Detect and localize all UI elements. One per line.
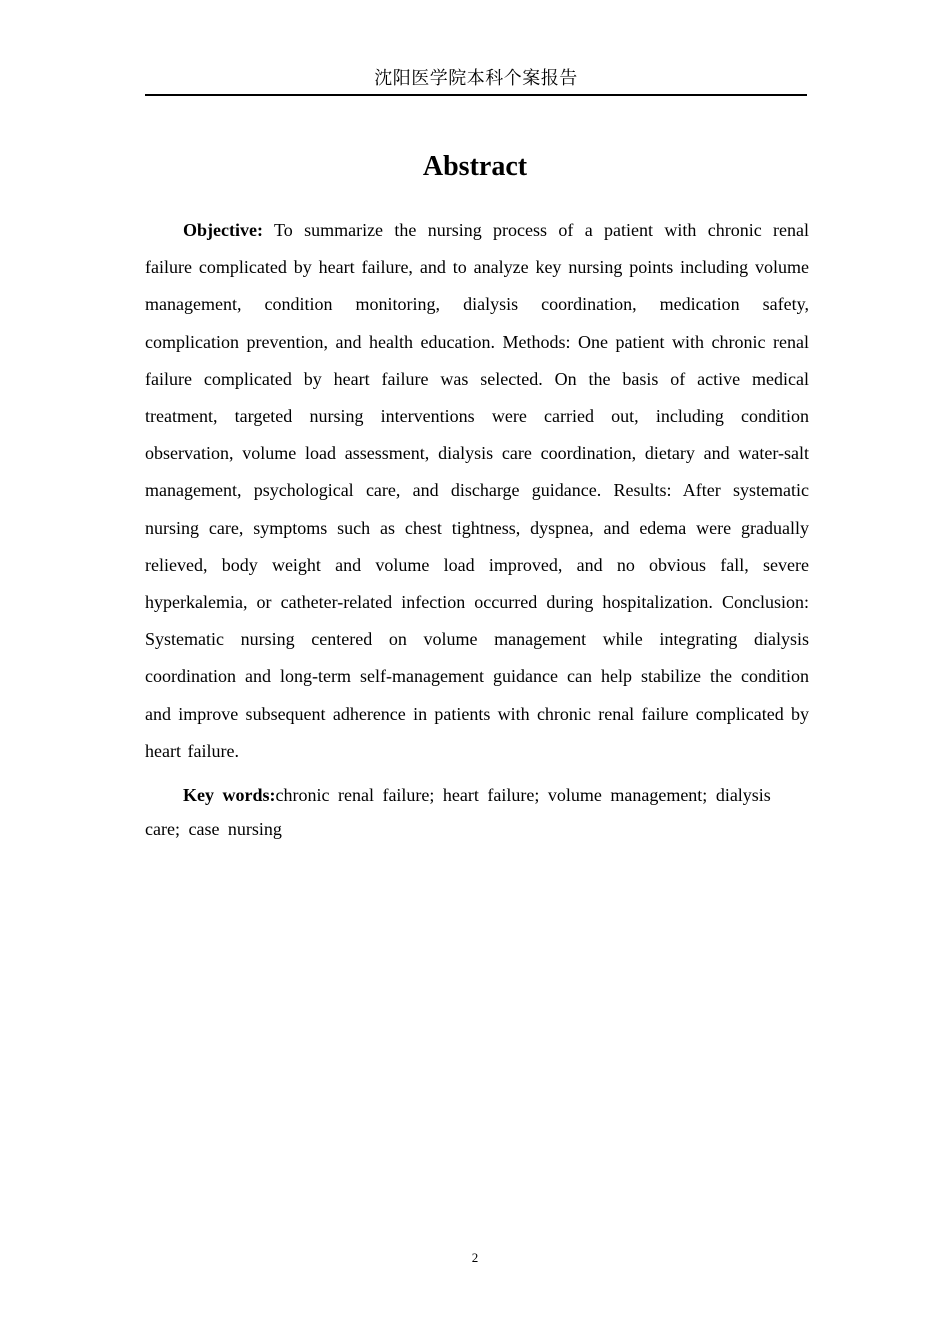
- keywords-label: Key words:: [183, 785, 276, 805]
- keywords-paragraph: [145, 778, 809, 846]
- objective-label: Objective:: [183, 220, 263, 240]
- header-text: 沈阳医学院本科个案报告: [374, 68, 578, 89]
- keywords-text: chronic renal failure; heart failure; volume management; dialysis care; case nursing: [145, 785, 771, 839]
- page-header: [145, 64, 807, 96]
- abstract-text: To summarize the nursing process of a patient with chronic renal failure complicated by heart failure, and to analyze key nursing points including volume management, condition monitoring, dialysis coordination, medication safety, complication prevention, and health education. Methods: One patient with chronic renal failure complicated by heart failure was selected. On the basis of active medical treatment, targeted nursing interventions were carried out, including condition observation, volume load assessment, dialysis care coordination, dietary and water-salt management, psychological care, and discharge guidance. Results: After systematic nursing care, symptoms such as chest tightness, dyspnea, and edema were gradually relieved, body weight and volume load improved, and no obvious fall, severe hyperkalemia, or catheter-related infection occurred during hospitalization. Conclusion: Systematic nursing centered on volume management while integrating dialysis coordination and long-term self-management guidance can help stabilize the condition and improve subsequent adherence in patients with chronic renal failure complicated by heart failure.: [145, 220, 810, 761]
- page-title: Abstract: [422, 151, 528, 182]
- page-number: 2: [471, 1250, 479, 1265]
- abstract-paragraph: [145, 212, 809, 770]
